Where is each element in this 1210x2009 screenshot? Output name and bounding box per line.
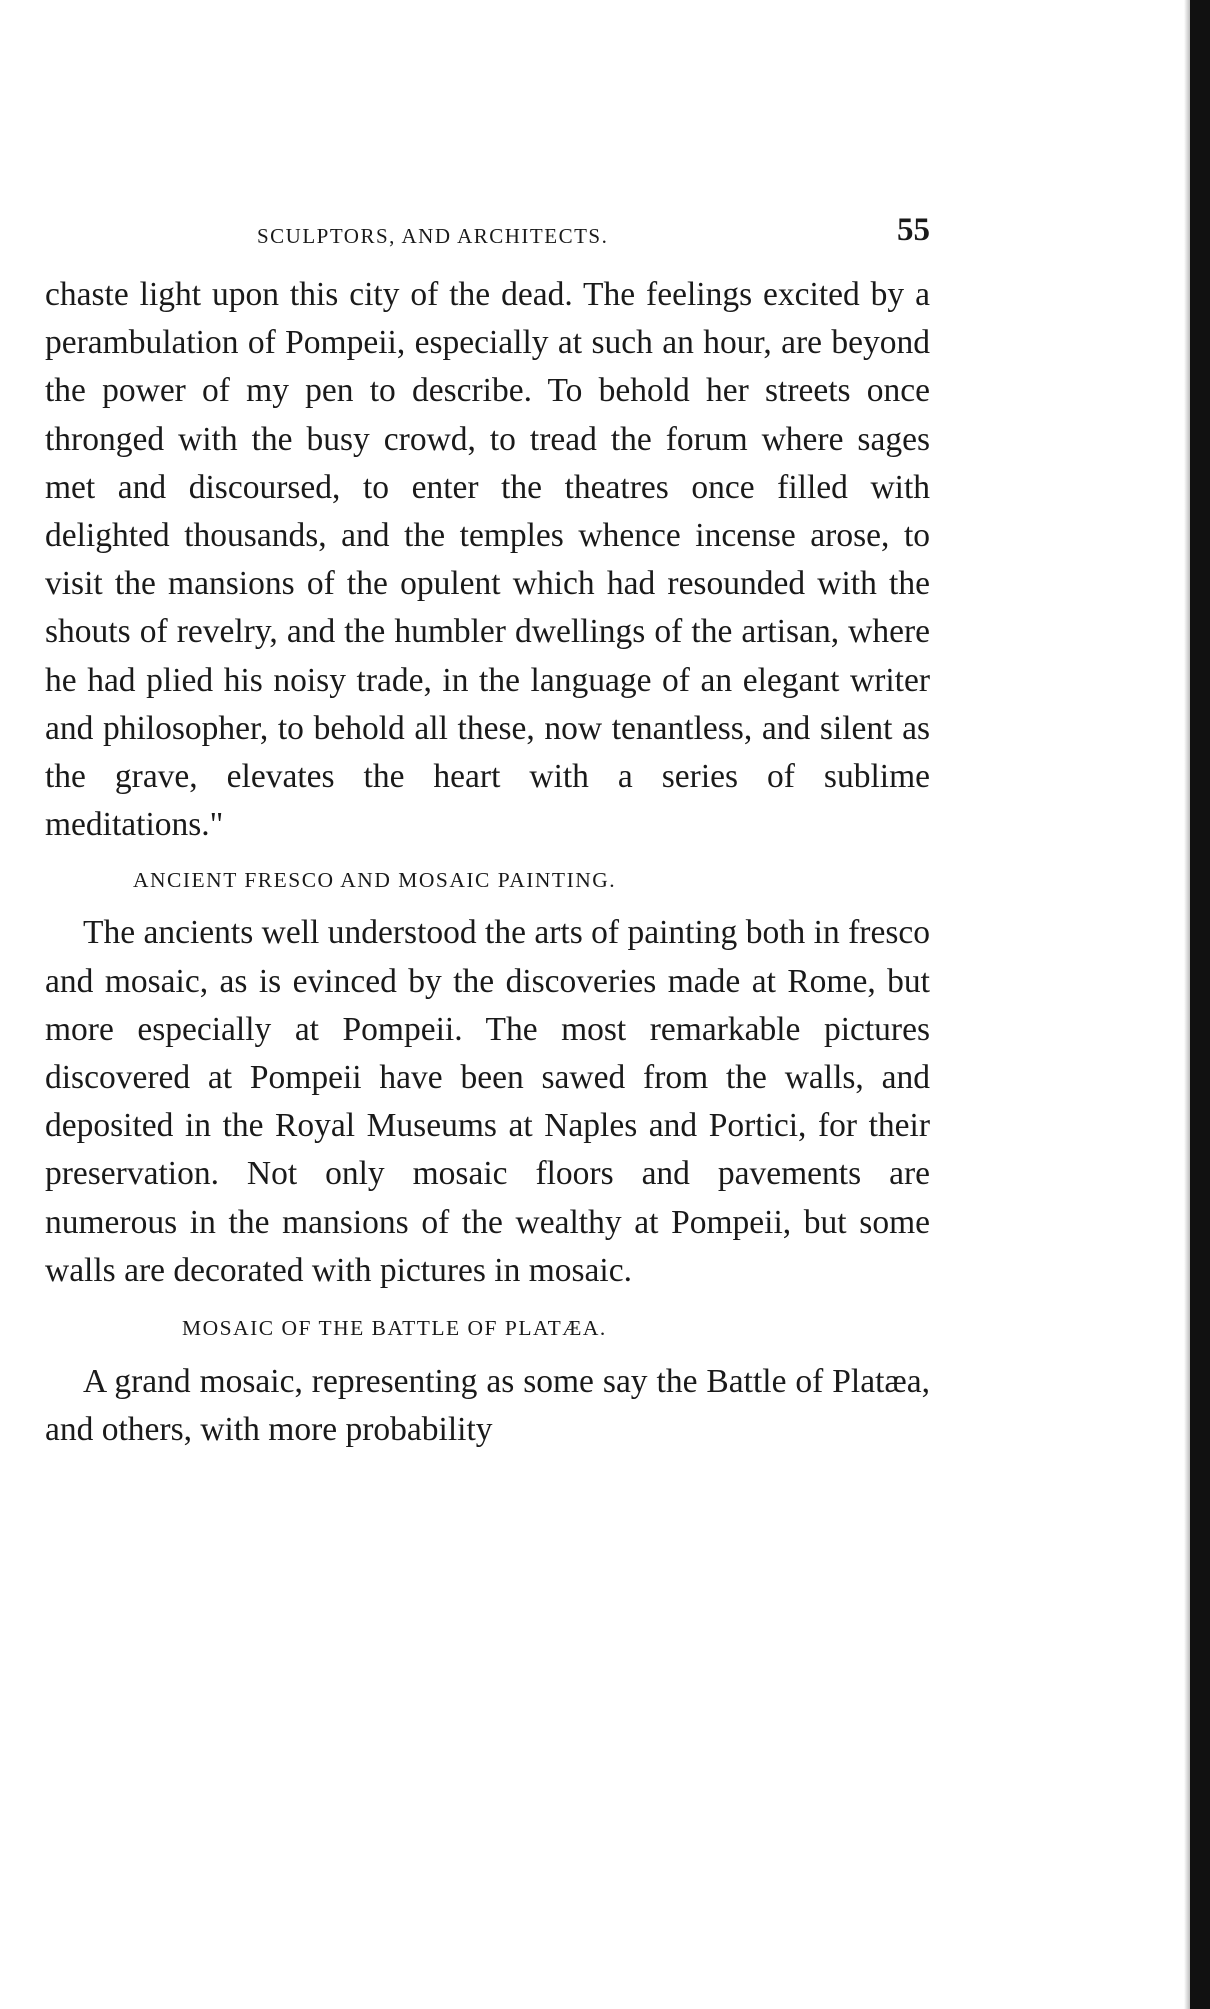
page-number: 55 xyxy=(897,212,930,248)
heading-fresco-mosaic: ANCIENT FRESCO AND MOSAIC PAINTING. xyxy=(133,868,617,893)
running-title: SCULPTORS, AND ARCHITECTS. xyxy=(257,224,609,248)
paragraph-continuation: chaste light upon this city of the dead. The feelings excited by a perambulation of Pompeii, especially at such an hour, are beyond the power of my pen to describe. To behold her streets once thronged with the busy crowd, to tread the forum where sages met and discoursed, to enter the theatres once filled with delighted thousands, and the temples whence incense arose, to visit the mansions of the opulent which had resounded with the shouts of revelry, and the humbler dwellings of the artisan, where he had plied his noisy trade, in the language of an elegant writer and philosopher, to behold all these, now tenantless, and silent as the grave, elevates the heart with a series of sublime meditations." xyxy=(45,276,930,844)
paragraph-fresco-mosaic: The ancients well understood the arts of painting both in fresco and mosaic, as is evinced by the discoveries made at Rome, but more especially at Pompeii. The most remarkable pictures discovered at Pompeii have been sawed from the walls, and deposited in the Royal Museums at Naples and Portici, for their preservation. Not only mosaic floors and pavements are numerous in the mansions of the wealthy at Pompeii, but some walls are decorated with pictures in mosaic. xyxy=(45,914,930,1289)
book-page xyxy=(45,210,930,1454)
paragraph-battle-of-plataea: A grand mosaic, representing as some say the Battle of Platæa, and others, with more probability xyxy=(45,1363,930,1449)
running-head xyxy=(45,210,930,260)
heading-battle-of-plataea: MOSAIC OF THE BATTLE OF PLATÆA. xyxy=(182,1316,607,1341)
scan-edge xyxy=(1190,0,1210,2009)
